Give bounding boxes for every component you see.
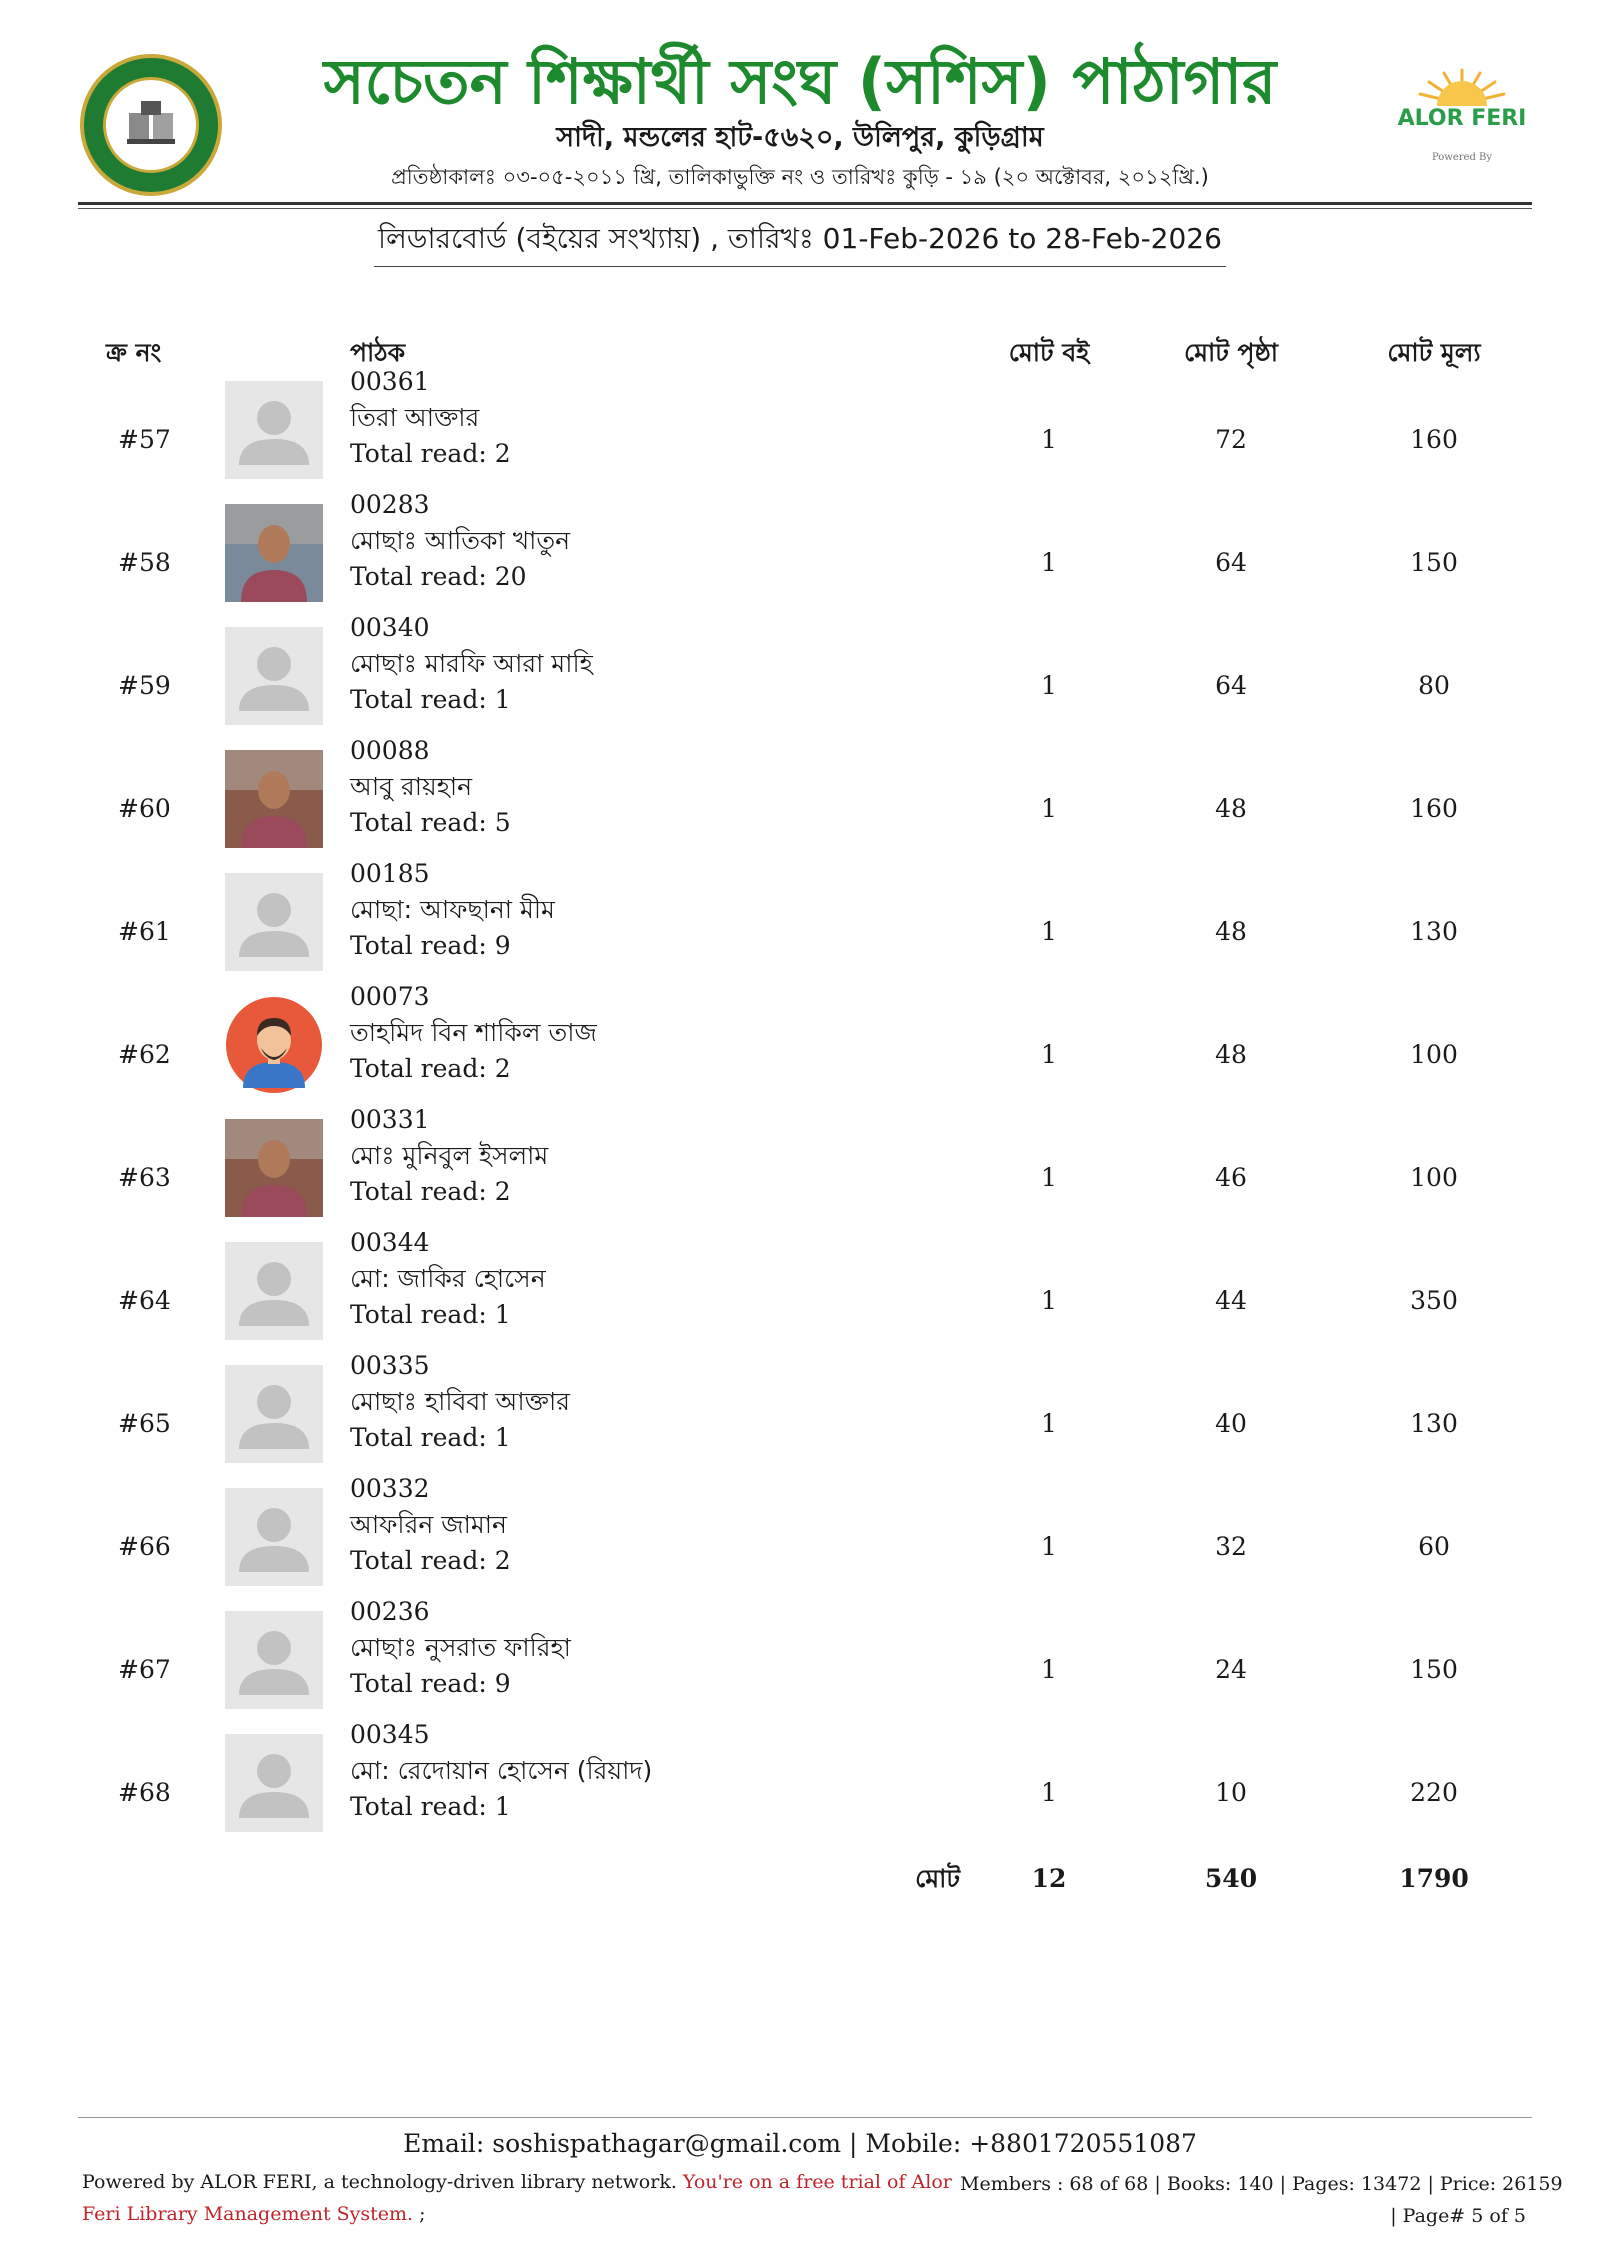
member-code: 00344	[350, 1228, 430, 1257]
member-name: মোছাঃ হাবিবা আক্তার	[350, 1387, 570, 1416]
column-header-price: মোট মূল্য	[1387, 338, 1481, 367]
price-value: 220	[1410, 1778, 1458, 1807]
pages-count: 44	[1215, 1286, 1247, 1315]
rank-value: #63	[118, 1163, 171, 1192]
member-code: 00088	[350, 736, 430, 765]
member-code: 00345	[350, 1720, 430, 1749]
member-name: আবু রায়হান	[350, 772, 473, 801]
price-value: 60	[1418, 1532, 1450, 1561]
placeholder-avatar-icon	[225, 381, 323, 479]
library-seal-logo	[80, 54, 222, 196]
powered-by-end: ;	[419, 2203, 426, 2225]
totals-label: মোট	[915, 1864, 960, 1893]
totals-books: 12	[1031, 1864, 1067, 1893]
organization-registration: প্রতিষ্ঠাকালঃ ০৩-০৫-২০১১ খ্রি, তালিকাভুক্তি নং ও তারিখঃ কুড়ি - ১৯ (২০ অক্টোবর, ২০১২খ্রি.)	[391, 165, 1209, 189]
member-total-read: Total read: 1	[350, 1423, 511, 1452]
table-row	[80, 982, 1520, 1116]
rank-value: #64	[118, 1286, 171, 1315]
powered-by-text: Powered by ALOR FERI, a technology-driven library network.	[82, 2171, 683, 2193]
cartoon-avatar-icon	[225, 996, 323, 1094]
pages-count: 64	[1215, 548, 1247, 577]
price-value: 130	[1410, 1409, 1458, 1438]
member-code: 00236	[350, 1597, 430, 1626]
member-photo	[225, 750, 323, 848]
column-header-pages: মোট পৃষ্ঠা	[1183, 338, 1279, 367]
pages-count: 32	[1215, 1532, 1247, 1561]
price-value: 350	[1410, 1286, 1458, 1315]
pages-count: 46	[1215, 1163, 1247, 1192]
pages-count: 48	[1215, 1040, 1247, 1069]
placeholder-avatar-icon	[225, 1365, 323, 1463]
rank-value: #59	[118, 671, 171, 700]
member-total-read: Total read: 20	[350, 562, 527, 591]
pages-count: 72	[1215, 425, 1247, 454]
brand-tagline: Powered By	[1431, 152, 1493, 163]
totals-price: 1790	[1399, 1864, 1469, 1893]
table-row	[80, 1228, 1520, 1362]
table-row	[80, 1720, 1520, 1854]
books-count: 1	[1041, 1409, 1057, 1438]
organization-address: সাদী, মন্ডলের হাট-৫৬২০, উলিপুর, কুড়িগ্রাম	[556, 122, 1044, 153]
member-name: মো: জাকির হোসেন	[350, 1264, 546, 1293]
footer-powered-by	[82, 2166, 962, 2230]
member-name: মোঃ মুনিবুল ইসলাম	[350, 1141, 549, 1170]
books-count: 1	[1041, 1778, 1057, 1807]
report-title-text: লিডারবোর্ড (বইয়ের সংখ্যায়) , তারিখঃ 01-Feb-2026 to 28-Feb-2026	[374, 212, 1226, 267]
table-row	[80, 859, 1520, 993]
pages-count: 64	[1215, 671, 1247, 700]
member-code: 00073	[350, 982, 430, 1011]
header-divider-thin	[78, 208, 1532, 209]
rank-value: #57	[118, 425, 171, 454]
rank-value: #65	[118, 1409, 171, 1438]
column-header-rank: ক্র নং	[106, 338, 162, 367]
member-code: 00335	[350, 1351, 430, 1380]
member-total-read: Total read: 2	[350, 1054, 511, 1083]
member-total-read: Total read: 9	[350, 931, 511, 960]
price-value: 130	[1410, 917, 1458, 946]
member-code: 00185	[350, 859, 430, 888]
footer-stats	[960, 2168, 1563, 2232]
rank-value: #66	[118, 1532, 171, 1561]
member-total-read: Total read: 1	[350, 1300, 511, 1329]
report-title	[0, 212, 1600, 267]
price-value: 80	[1418, 671, 1450, 700]
books-count: 1	[1041, 1532, 1057, 1561]
table-row	[80, 1351, 1520, 1485]
member-code: 00283	[350, 490, 430, 519]
member-name: মোছাঃ নুসরাত ফারিহা	[350, 1633, 571, 1662]
brand-name: ALOR FERI	[1397, 106, 1527, 131]
member-photo	[225, 504, 323, 602]
footer-contact: Email: soshispathagar@gmail.com | Mobile: +8801720551087	[403, 2129, 1197, 2158]
table-row	[80, 490, 1520, 624]
table-row	[80, 736, 1520, 870]
books-count: 1	[1041, 917, 1057, 946]
books-count: 1	[1041, 548, 1057, 577]
footer-divider	[78, 2117, 1532, 2118]
placeholder-avatar-icon	[225, 1242, 323, 1340]
placeholder-avatar-icon	[225, 1488, 323, 1586]
pages-count: 10	[1215, 1778, 1247, 1807]
member-name: মোছাঃ আতিকা খাতুন	[350, 526, 571, 555]
rank-value: #61	[118, 917, 171, 946]
member-code: 00332	[350, 1474, 430, 1503]
pages-count: 40	[1215, 1409, 1247, 1438]
price-value: 160	[1410, 425, 1458, 454]
books-count: 1	[1041, 1286, 1057, 1315]
member-name: তাহমিদ বিন শাকিল তাজ	[350, 1018, 597, 1047]
price-value: 100	[1410, 1163, 1458, 1192]
member-total-read: Total read: 2	[350, 1546, 511, 1575]
price-value: 150	[1410, 1655, 1458, 1684]
member-total-read: Total read: 9	[350, 1669, 511, 1698]
member-total-read: Total read: 1	[350, 685, 511, 714]
header-divider	[78, 202, 1532, 205]
rank-value: #62	[118, 1040, 171, 1069]
table-row	[80, 1474, 1520, 1608]
member-name: মোছাঃ মারফি আরা মাহি	[350, 649, 593, 678]
member-code: 00340	[350, 613, 430, 642]
table-row	[80, 1597, 1520, 1731]
table-row	[80, 613, 1520, 747]
organization-title: সচেতন শিক্ষার্থী সংঘ (সশিস) পাঠাগার	[323, 45, 1277, 118]
member-name: আফরিন জামান	[350, 1510, 507, 1539]
books-count: 1	[1041, 671, 1057, 700]
trial-notice: You're on a free trial of Alor Feri Library Management System.	[82, 2171, 952, 2225]
member-name: মো: রেদোয়ান হোসেন (রিয়াদ)	[350, 1756, 653, 1785]
price-value: 100	[1410, 1040, 1458, 1069]
placeholder-avatar-icon	[225, 627, 323, 725]
table-row	[80, 1105, 1520, 1239]
books-count: 1	[1041, 1655, 1057, 1684]
member-code: 00331	[350, 1105, 430, 1134]
library-seal-icon	[103, 77, 199, 173]
rank-value: #60	[118, 794, 171, 823]
member-code: 00361	[350, 367, 430, 396]
member-name: মোছা: আফছানা মীম	[350, 895, 555, 924]
pages-count: 24	[1215, 1655, 1247, 1684]
pages-count: 48	[1215, 917, 1247, 946]
member-total-read: Total read: 1	[350, 1792, 511, 1821]
books-count: 1	[1041, 425, 1057, 454]
placeholder-avatar-icon	[225, 1611, 323, 1709]
placeholder-avatar-icon	[225, 1734, 323, 1832]
price-value: 160	[1410, 794, 1458, 823]
member-total-read: Total read: 5	[350, 808, 511, 837]
member-photo	[225, 1119, 323, 1217]
rank-value: #67	[118, 1655, 171, 1684]
pages-count: 48	[1215, 794, 1247, 823]
books-count: 1	[1041, 1040, 1057, 1069]
books-count: 1	[1041, 1163, 1057, 1192]
member-total-read: Total read: 2	[350, 1177, 511, 1206]
library-stats: Members : 68 of 68 | Books: 140 | Pages: 13472 | Price: 26159	[960, 2173, 1563, 2195]
column-header-books: মোট বই	[1008, 338, 1090, 367]
rank-value: #58	[118, 548, 171, 577]
price-value: 150	[1410, 548, 1458, 577]
member-total-read: Total read: 2	[350, 439, 511, 468]
column-header-reader: পাঠক	[350, 338, 406, 367]
rank-value: #68	[118, 1778, 171, 1807]
page-number: | Page# 5 of 5	[1390, 2205, 1526, 2227]
member-name: তিরা আক্তার	[350, 403, 480, 432]
table-row	[80, 367, 1520, 501]
placeholder-avatar-icon	[225, 873, 323, 971]
books-count: 1	[1041, 794, 1057, 823]
totals-pages: 540	[1204, 1864, 1258, 1893]
